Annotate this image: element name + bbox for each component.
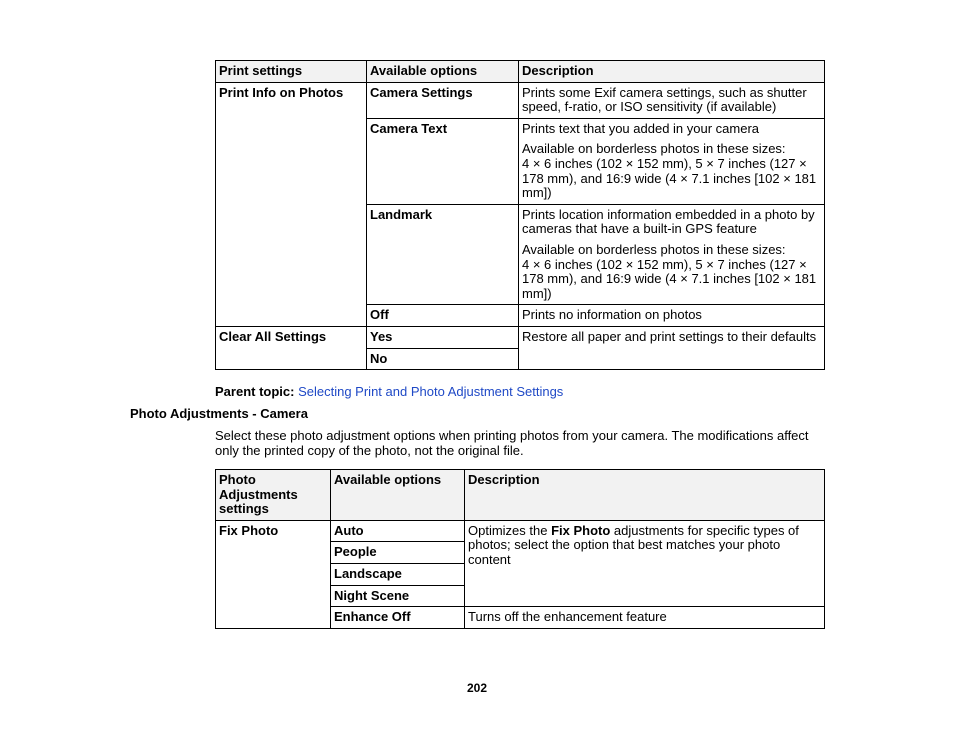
column-header: Description [519, 61, 825, 83]
column-header: Available options [331, 470, 465, 521]
option-description: Prints some Exif camera settings, such as shutter speed, f-ratio, or ISO sensitivity (if available) [519, 82, 825, 118]
column-header: Print settings [216, 61, 367, 83]
option-name: Auto [331, 520, 465, 542]
option-name: Camera Text [367, 118, 519, 204]
option-name: Camera Settings [367, 82, 519, 118]
parent-topic [215, 385, 563, 400]
option-description-cell [519, 204, 825, 305]
column-header: Photo Adjustments settings [216, 470, 331, 521]
photo-adjustments-table [215, 469, 825, 629]
column-header: Description [465, 470, 825, 521]
section-heading: Photo Adjustments - Camera [130, 406, 308, 421]
option-description: Prints location information embedded in a photo by cameras that have a built-in GPS feature [522, 206, 815, 237]
option-name: Landscape [331, 563, 465, 585]
option-name: People [331, 542, 465, 564]
desc-bold: Fix Photo [551, 522, 611, 538]
availability-note: Available on borderless photos in these sizes: [522, 141, 786, 157]
table-header-row [216, 470, 825, 521]
setting-name: Print Info on Photos [216, 82, 367, 326]
print-settings-table [215, 60, 825, 370]
option-description: Prints text that you added in your camera [522, 120, 760, 136]
desc-suffix: adjustments for specific types of photos; select the option that best matches your photo content [468, 522, 799, 567]
intro-paragraph: Select these photo adjustment options when printing photos from your camera. The modifications affect only the printed copy of the photo, not the original file. [215, 428, 809, 458]
table-row [216, 82, 825, 118]
option-description: Restore all paper and print settings to their defaults [519, 326, 825, 369]
setting-name: Fix Photo [216, 520, 331, 628]
option-name: Enhance Off [331, 607, 465, 629]
option-description [465, 520, 825, 606]
table-header-row [216, 61, 825, 83]
setting-name: Clear All Settings [216, 326, 367, 369]
column-header: Available options [367, 61, 519, 83]
desc-prefix: Optimizes the [468, 522, 552, 538]
option-description: Prints no information on photos [519, 305, 825, 327]
option-description-cell [519, 118, 825, 204]
page-number: 202 [466, 681, 488, 695]
option-name: Off [367, 305, 519, 327]
table-row [216, 520, 825, 542]
size-list: 4 × 6 inches (102 × 152 mm), 5 × 7 inches (127 × 178 mm), and 16:9 wide (4 × 7.1 inches [102 × 181 mm]) [522, 155, 817, 201]
size-list: 4 × 6 inches (102 × 152 mm), 5 × 7 inches (127 × 178 mm), and 16:9 wide (4 × 7.1 inches [102 × 181 mm]) [522, 256, 817, 301]
option-name: Landmark [367, 204, 519, 305]
option-description: Turns off the enhancement feature [465, 607, 825, 629]
option-name: Night Scene [331, 585, 465, 607]
option-name: No [367, 348, 519, 370]
parent-topic-link[interactable]: Selecting Print and Photo Adjustment Settings [298, 384, 564, 399]
availability-note: Available on borderless photos in these sizes: [522, 241, 786, 257]
option-name: Yes [367, 326, 519, 348]
table-row [216, 326, 825, 348]
parent-topic-label: Parent topic: [215, 384, 295, 399]
